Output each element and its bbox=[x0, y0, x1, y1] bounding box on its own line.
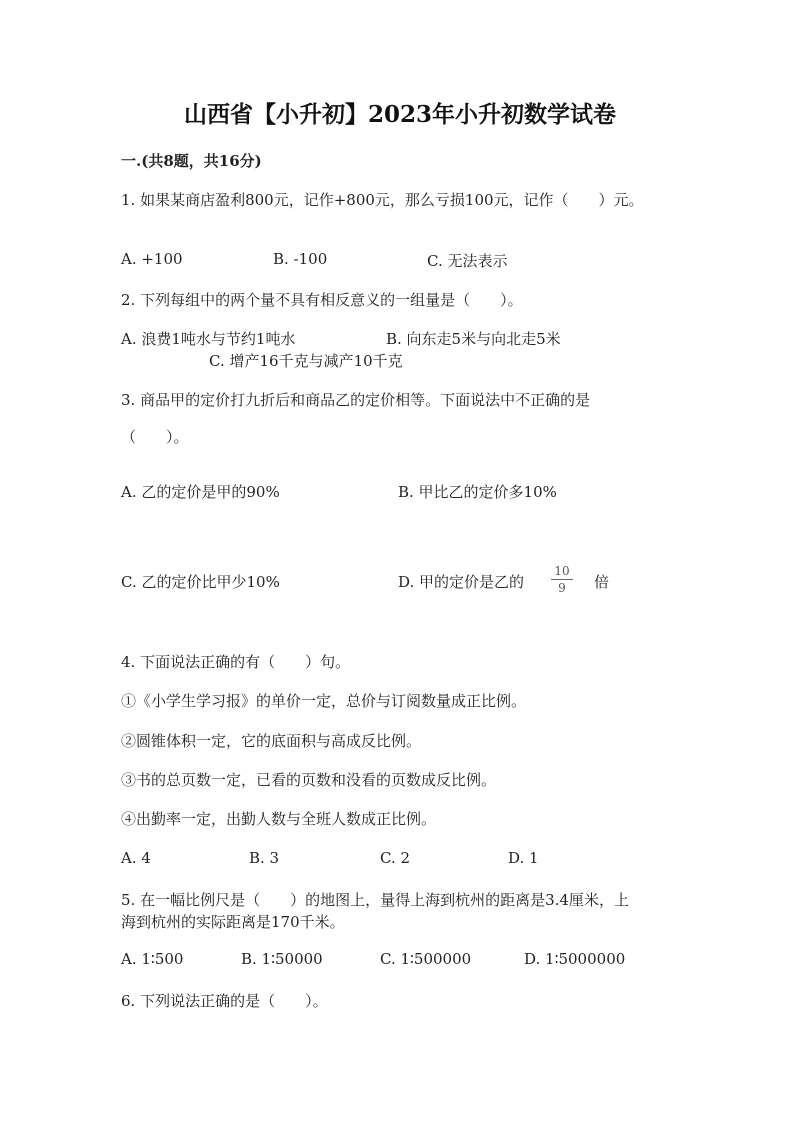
fraction-denominator: 9 bbox=[558, 581, 566, 595]
question-3-stem-line2: （ ）。 bbox=[121, 428, 189, 446]
question-3-option-d-suffix: 倍 bbox=[594, 573, 610, 591]
question-4-stem: 4. 下面说法正确的有（ ）句。 bbox=[121, 653, 351, 671]
question-5-option-a: A. 1∶500 bbox=[121, 950, 184, 968]
question-4-statement-2: ②圆锥体积一定，它的底面积与高成反比例。 bbox=[121, 732, 422, 750]
fraction-numerator: 10 bbox=[554, 564, 570, 578]
question-1-option-b: B. -100 bbox=[273, 250, 328, 268]
fraction-ten-ninths bbox=[551, 564, 573, 595]
question-3-option-a: A. 乙的定价是甲的90% bbox=[121, 483, 280, 501]
question-1-stem: 1. 如果某商店盈利800元，记作+800元，那么亏损100元，记作（ ）元。 bbox=[121, 191, 644, 209]
question-2-option-a: A. 浪费1吨水与节约1吨水 bbox=[121, 330, 296, 348]
question-2-option-b: B. 向东走5米与向北走5米 bbox=[386, 330, 561, 348]
section-heading: 一.(共8题，共16分) bbox=[121, 152, 262, 170]
question-4-option-d: D. 1 bbox=[508, 849, 539, 867]
question-1-option-c: C. 无法表示 bbox=[427, 252, 508, 270]
question-4-statement-1: ①《小学生学习报》的单价一定，总价与订阅数量成正比例。 bbox=[121, 692, 527, 710]
question-4-option-a: A. 4 bbox=[121, 849, 151, 867]
question-5-stem-line1: 5. 在一幅比例尺是（ ）的地图上，量得上海到杭州的距离是3.4厘米，上 bbox=[121, 891, 629, 909]
question-4-statement-3: ③书的总页数一定，已看的页数和没看的页数成反比例。 bbox=[121, 771, 497, 789]
question-2-option-c: C. 增产16千克与减产10千克 bbox=[209, 352, 403, 370]
question-6-stem: 6. 下列说法正确的是（ ）。 bbox=[121, 992, 328, 1010]
question-3-option-c: C. 乙的定价比甲少10% bbox=[121, 573, 280, 591]
question-3-stem-line1: 3. 商品甲的定价打九折后和商品乙的定价相等。下面说法中不正确的是 bbox=[121, 391, 591, 409]
question-4-option-c: C. 2 bbox=[380, 849, 411, 867]
question-4-option-b: B. 3 bbox=[249, 849, 280, 867]
question-1-option-a: A. +100 bbox=[121, 250, 183, 268]
question-5-stem-line2: 海到杭州的实际距离是170千米。 bbox=[121, 913, 345, 931]
question-5-option-c: C. 1∶500000 bbox=[380, 950, 472, 968]
question-3-option-d: D. 甲的定价是乙的 bbox=[398, 573, 525, 591]
page-title: 山西省【小升初】2023年小升初数学试卷 bbox=[183, 101, 616, 128]
question-4-statement-4: ④出勤率一定，出勤人数与全班人数成正比例。 bbox=[121, 810, 437, 828]
question-5-option-b: B. 1∶50000 bbox=[241, 950, 323, 968]
question-5-option-d: D. 1∶5000000 bbox=[524, 950, 626, 968]
question-2-stem: 2. 下列每组中的两个量不具有相反意义的一组量是（ ）。 bbox=[121, 291, 523, 309]
fraction-bar bbox=[551, 579, 573, 580]
question-3-option-b: B. 甲比乙的定价多10% bbox=[398, 483, 557, 501]
